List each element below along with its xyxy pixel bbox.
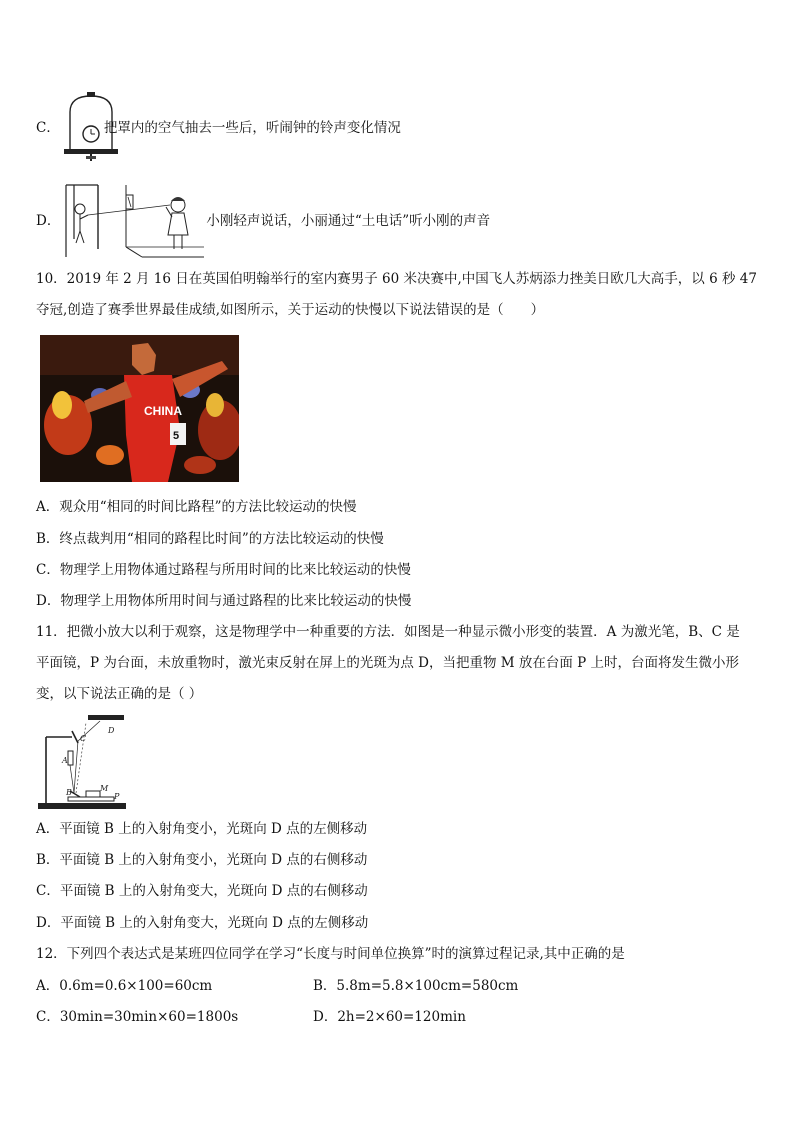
q11-option-c: C．平面镜 B 上的入射角变大，光斑向 D 点的右侧移动 bbox=[36, 883, 368, 899]
photo-china-label: CHINA bbox=[144, 404, 182, 418]
q12-option-a: A．0.6m=0.6×100=60cm bbox=[36, 978, 213, 994]
q9-option-c bbox=[36, 118, 401, 138]
q12-stem: 12．下列四个表达式是某班四位同学在学习“长度与时间单位换算”时的演算过程记录,其中正确的是 bbox=[36, 946, 625, 962]
label-p: P bbox=[114, 792, 120, 801]
q9-option-c-text: 把罩内的空气抽去一些后，听闹钟的铃声变化情况 bbox=[103, 120, 401, 136]
q10-option-a: A．观众用“相同的时间比路程”的方法比较运动的快慢 bbox=[36, 499, 357, 515]
q11-option-d: D．平面镜 B 上的入射角变大，光斑向 D 点的左侧移动 bbox=[36, 915, 369, 931]
q11-option-a: A．平面镜 B 上的入射角变小，光斑向 D 点的左侧移动 bbox=[36, 821, 368, 837]
sprinter-photo bbox=[40, 335, 239, 482]
q9-option-d bbox=[36, 211, 490, 231]
q10-stem-line-2: 夺冠,创造了赛季世界最佳成绩,如图所示，关于运动的快慢以下说法错误的是（ ） bbox=[36, 302, 545, 318]
label-b: B bbox=[66, 788, 72, 797]
q9-option-c-letter: C． bbox=[36, 120, 60, 136]
label-c: C bbox=[80, 734, 87, 743]
q10-stem-line-1: 10．2019 年 2 月 16 日在英国伯明翰举行的室内赛男子 60 米决赛中,中国飞人苏炳添力挫美日欧几大高手，以 6 秒 47 bbox=[36, 271, 757, 287]
q11-option-b: B．平面镜 B 上的入射角变小，光斑向 D 点的右侧移动 bbox=[36, 852, 368, 868]
q12-option-c: C．30min=30min×60=1800s bbox=[36, 1009, 239, 1025]
svg-text:5: 5 bbox=[173, 430, 180, 442]
label-m: M bbox=[100, 784, 109, 793]
q12-option-b: B．5.8m=5.8×100cm=580cm bbox=[313, 978, 519, 994]
q10-option-d: D．物理学上用物体所用时间与通过路程的比来比较运动的快慢 bbox=[36, 593, 412, 609]
q11-stem-line-2: 平面镜，P 为台面，未放重物时，激光束反射在屏上的光斑为点 D，当把重物 M 放在台面 P 上时，台面将发生微小形 bbox=[36, 655, 740, 671]
q9-option-d-letter: D． bbox=[36, 213, 61, 229]
q10-option-b: B．终点裁判用“相同的路程比时间”的方法比较运动的快慢 bbox=[36, 531, 384, 547]
label-d: D bbox=[108, 726, 115, 735]
label-a: A bbox=[62, 756, 68, 765]
q12-option-d: D．2h=2×60=120min bbox=[313, 1009, 466, 1025]
q11-stem-line-1: 11．把微小放大以利于观察，这是物理学中一种重要的方法．如图是一种显示微小形变的装置．A 为激光笔，B、C 是 bbox=[36, 624, 740, 640]
q10-option-c: C．物理学上用物体通过路程与所用时间的比来比较运动的快慢 bbox=[36, 562, 411, 578]
laser-mirror-diagram bbox=[38, 713, 126, 811]
q11-stem-line-3: 变，以下说法正确的是（ ） bbox=[36, 686, 203, 702]
q9-option-d-text: 小刚轻声说话，小丽通过“土电话”听小刚的声音 bbox=[206, 213, 491, 229]
